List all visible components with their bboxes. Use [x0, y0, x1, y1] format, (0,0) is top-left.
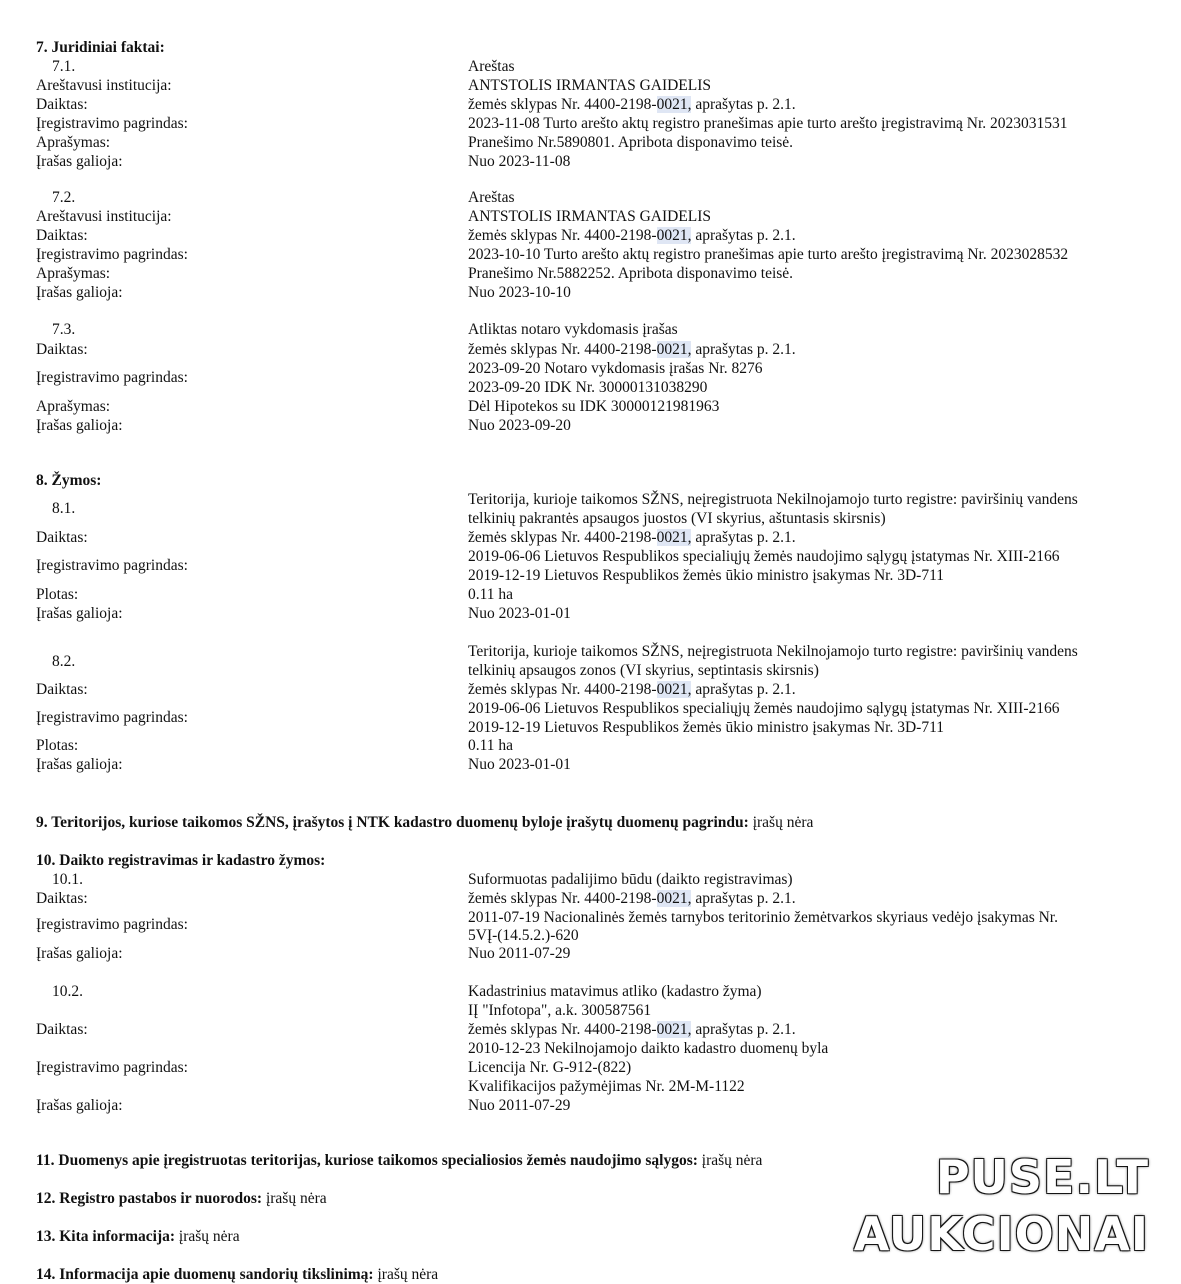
field-value: Kvalifikacijos pažymėjimas Nr. 2M-M-1122	[468, 1078, 745, 1095]
field-value: 2010-12-23 Nekilnojamojo daikto kadastro duomenų byla	[468, 1040, 829, 1057]
watermark-line2: AUKCIONAI	[853, 1207, 1149, 1261]
section-heading: 10. Daikto registravimas ir kadastro žymos:	[36, 852, 326, 869]
field-value: 0.11 ha	[468, 586, 514, 603]
field-label: 8.2.	[52, 653, 76, 670]
section-heading: 8. Žymos:	[36, 472, 102, 489]
field-value: Teritorija, kurioje taikomos SŽNS, neįregistruota Nekilnojamojo turto registre: paviršinių vandens	[468, 643, 1078, 660]
field-label: Aprašymas:	[36, 398, 111, 415]
field-label: 7.2.	[52, 189, 76, 206]
field-value: 2023-09-20 IDK Nr. 30000131038290	[468, 379, 708, 396]
field-label: 7.3.	[52, 321, 76, 338]
field-label: 10.1.	[52, 871, 83, 888]
no-records-text: įrašų nėra	[748, 814, 814, 831]
field-label: Įrašas galioja:	[36, 153, 123, 170]
field-value: Nuo 2011-07-29	[468, 945, 571, 962]
watermark-line1: PUSE.LT	[935, 1150, 1149, 1204]
field-label: Įregistravimo pagrindas:	[36, 246, 188, 263]
field-value: Kadastrinius matavimus atliko (kadastro žyma)	[468, 983, 762, 1000]
section-heading: 11. Duomenys apie įregistruotas teritorijas, kuriose taikomos specialiosios žemės naudojimo sąlygos: įrašų nėra	[36, 1152, 763, 1169]
field-value: 2023-11-08 Turto arešto aktų registro pranešimas apie turto arešto įregistravimą Nr. 2023031531	[468, 115, 1068, 132]
field-value: Nuo 2023-09-20	[468, 417, 571, 434]
field-value: 2019-12-19 Lietuvos Respublikos žemės ūkio ministro įsakymas Nr. 3D-711	[468, 719, 945, 736]
field-value: Pranešimo Nr.5890801. Apribota disponavimo teisė.	[468, 134, 794, 151]
field-label: Įrašas galioja:	[36, 756, 123, 773]
field-label: Daiktas:	[36, 681, 88, 698]
no-records-text: įrašų nėra	[175, 1228, 240, 1245]
field-label: 7.1.	[52, 58, 76, 75]
field-value: Dėl Hipotekos su IDK 30000121981963	[468, 398, 720, 415]
section-heading: 9. Teritorijos, kuriose taikomos SŽNS, įrašytos į NTK kadastro duomenų byloje įrašytų duomenų pagrindu: įrašų nėra	[36, 814, 814, 831]
field-label: 8.1.	[52, 500, 76, 517]
field-value: 5VĮ-(14.5.2.)-620	[468, 927, 579, 944]
field-label: Įregistravimo pagrindas:	[36, 916, 188, 933]
field-value: 2011-07-19 Nacionalinės žemės tarnybos teritorinio žemėtvarkos skyriaus vedėjo įsakymas Nr.	[468, 909, 1058, 926]
field-value: Suformuotas padalijimo būdu (daikto registravimas)	[468, 871, 793, 888]
field-value: žemės sklypas Nr. 4400-2198-0021, aprašytas p. 2.1.	[468, 681, 796, 698]
field-value: žemės sklypas Nr. 4400-2198-0021, aprašytas p. 2.1.	[468, 1021, 796, 1038]
field-label: Daiktas:	[36, 529, 88, 546]
field-label: Įregistravimo pagrindas:	[36, 557, 188, 574]
field-value: Areštas	[468, 189, 515, 206]
field-value: Nuo 2011-07-29	[468, 1097, 571, 1114]
field-label: Įregistravimo pagrindas:	[36, 1059, 188, 1076]
section-heading: 14. Informacija apie duomenų sandorių tikslinimą: įrašų nėra	[36, 1266, 439, 1283]
field-value: Nuo 2023-01-01	[468, 756, 571, 773]
field-value: žemės sklypas Nr. 4400-2198-0021, aprašytas p. 2.1.	[468, 529, 796, 546]
no-records-text: įrašų nėra	[262, 1190, 327, 1207]
field-value: 0.11 ha	[468, 737, 514, 754]
field-value: 2019-06-06 Lietuvos Respublikos specialiųjų žemės naudojimo sąlygų įstatymas Nr. XIII-2166	[468, 700, 1060, 717]
field-label: Plotas:	[36, 586, 79, 603]
section-heading: 12. Registro pastabos ir nuorodos: įrašų nėra	[36, 1190, 327, 1207]
field-label: Areštavusi institucija:	[36, 208, 172, 225]
field-value: žemės sklypas Nr. 4400-2198-0021, aprašytas p. 2.1.	[468, 96, 796, 113]
field-label: Įrašas galioja:	[36, 1097, 123, 1114]
field-label: 10.2.	[52, 983, 83, 1000]
field-label: Daiktas:	[36, 1021, 88, 1038]
field-label: Aprašymas:	[36, 134, 111, 151]
field-value: Areštas	[468, 58, 515, 75]
field-label: Įregistravimo pagrindas:	[36, 709, 188, 726]
no-records-text: įrašų nėra	[697, 1152, 763, 1169]
field-value: žemės sklypas Nr. 4400-2198-0021, aprašytas p. 2.1.	[468, 890, 796, 907]
no-records-text: įrašų nėra	[373, 1266, 439, 1283]
field-label: Areštavusi institucija:	[36, 77, 172, 94]
field-value: Teritorija, kurioje taikomos SŽNS, neįregistruota Nekilnojamojo turto registre: paviršinių vandens	[468, 491, 1078, 508]
field-value: 2023-09-20 Notaro vykdomasis įrašas Nr. 8276	[468, 360, 763, 377]
field-value: Atliktas notaro vykdomasis įrašas	[468, 321, 678, 338]
field-value: telkinių apsaugos zonos (VI skyrius, septintasis skirsnis)	[468, 662, 819, 679]
field-label: Aprašymas:	[36, 265, 111, 282]
field-value: ANTSTOLIS IRMANTAS GAIDELIS	[468, 208, 712, 225]
field-label: Plotas:	[36, 737, 79, 754]
field-label: Įregistravimo pagrindas:	[36, 369, 188, 386]
field-value: 2019-06-06 Lietuvos Respublikos specialiųjų žemės naudojimo sąlygų įstatymas Nr. XIII-2166	[468, 548, 1060, 565]
field-value: Nuo 2023-11-08	[468, 153, 571, 170]
field-label: Įrašas galioja:	[36, 417, 123, 434]
field-label: Įrašas galioja:	[36, 945, 123, 962]
field-label: Daiktas:	[36, 890, 88, 907]
field-label: Daiktas:	[36, 341, 88, 358]
field-label: Daiktas:	[36, 227, 88, 244]
section-heading: 13. Kita informacija: įrašų nėra	[36, 1228, 240, 1245]
field-value: 2023-10-10 Turto arešto aktų registro pranešimas apie turto arešto įregistravimą Nr. 2023028532	[468, 246, 1069, 263]
field-label: Įrašas galioja:	[36, 605, 123, 622]
field-label: Daiktas:	[36, 96, 88, 113]
field-value: Nuo 2023-10-10	[468, 284, 571, 301]
field-value: telkinių pakrantės apsaugos juostos (VI skyrius, aštuntasis skirsnis)	[468, 510, 886, 527]
field-value: IĮ "Infotopa", a.k. 300587561	[468, 1002, 652, 1019]
field-value: Nuo 2023-01-01	[468, 605, 571, 622]
field-label: Įregistravimo pagrindas:	[36, 115, 188, 132]
field-value: 2019-12-19 Lietuvos Respublikos žemės ūkio ministro įsakymas Nr. 3D-711	[468, 567, 945, 584]
field-value: Licencija Nr. G-912-(822)	[468, 1059, 632, 1076]
field-label: Įrašas galioja:	[36, 284, 123, 301]
field-value: žemės sklypas Nr. 4400-2198-0021, aprašytas p. 2.1.	[468, 227, 796, 244]
field-value: ANTSTOLIS IRMANTAS GAIDELIS	[468, 77, 712, 94]
field-value: Pranešimo Nr.5882252. Apribota disponavimo teisė.	[468, 265, 794, 282]
field-value: žemės sklypas Nr. 4400-2198-0021, aprašytas p. 2.1.	[468, 341, 796, 358]
section-heading: 7. Juridiniai faktai:	[36, 39, 165, 56]
